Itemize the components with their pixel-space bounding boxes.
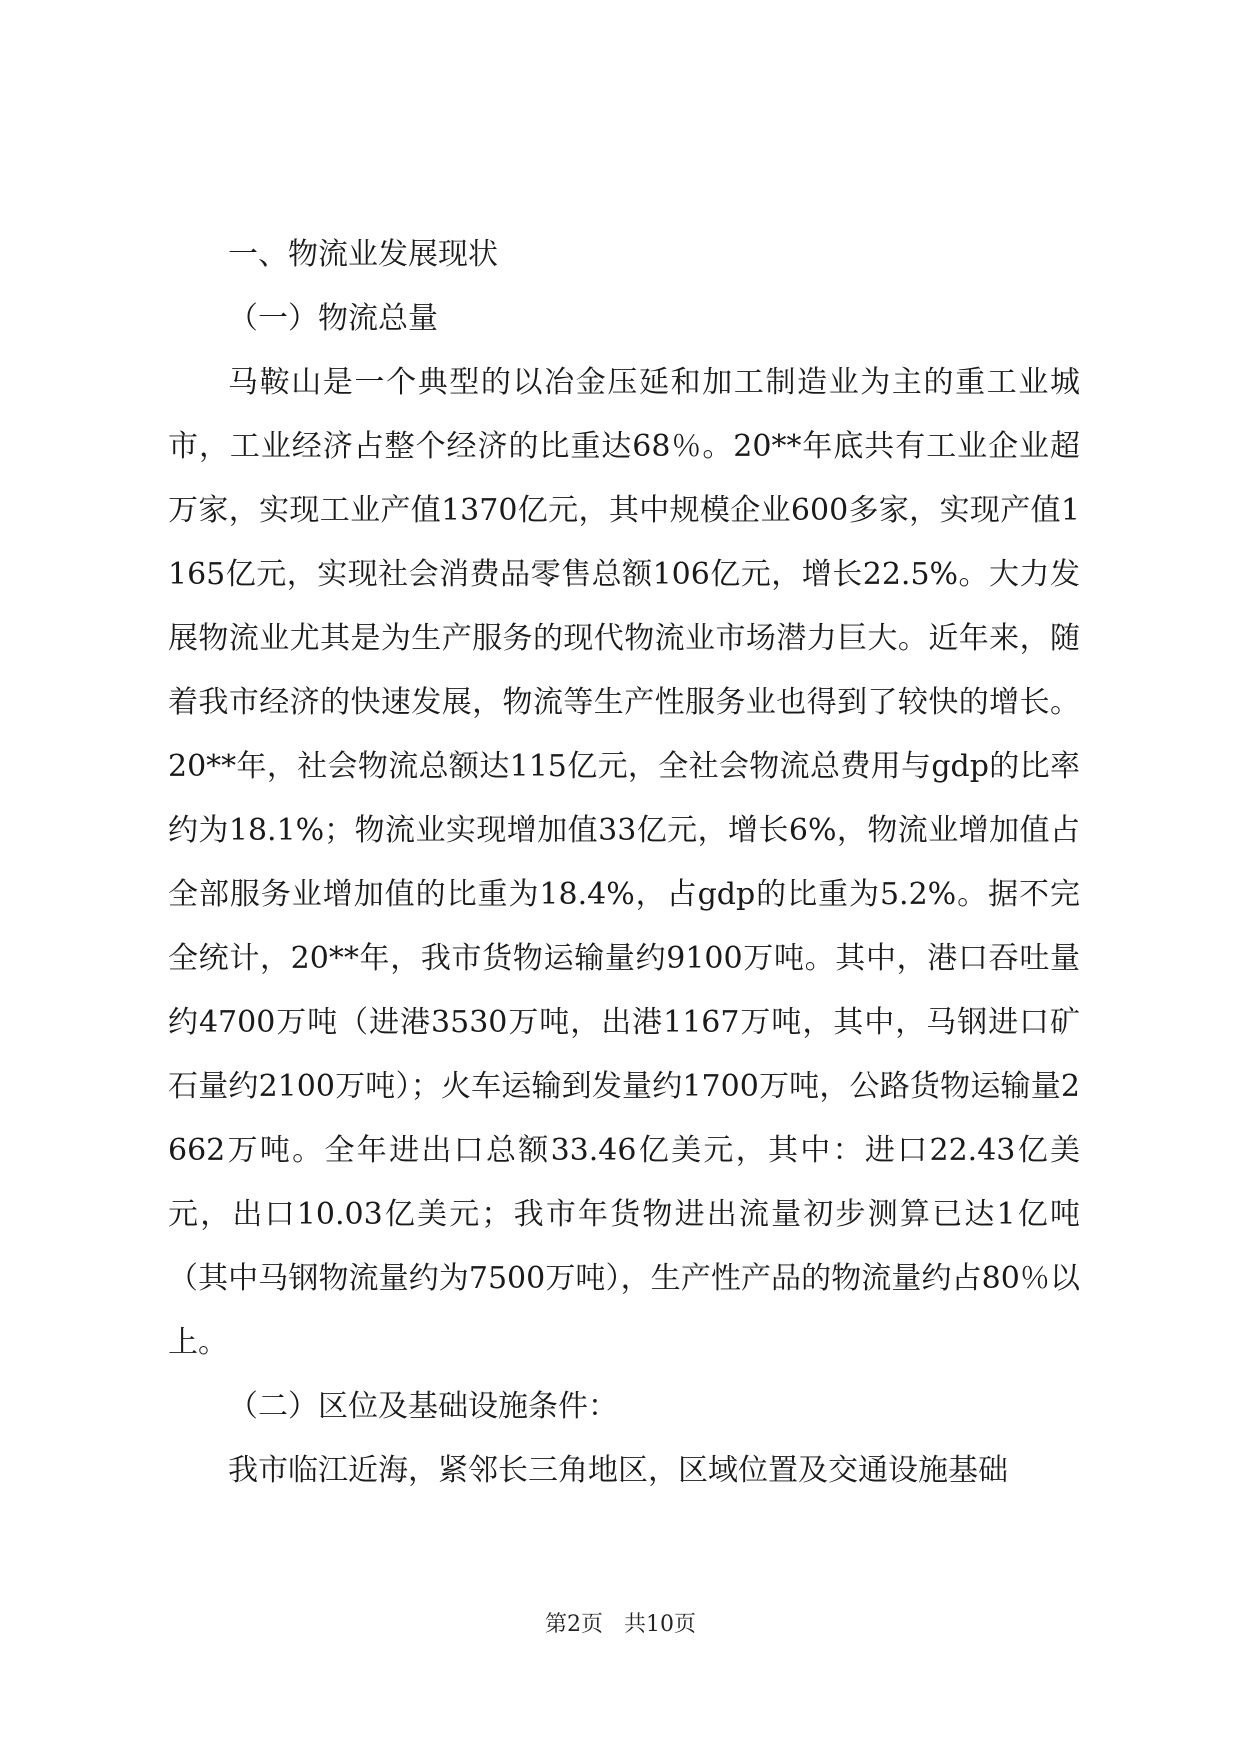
page-number: 第2页: [545, 1612, 603, 1637]
section-title: 一、物流业发展现状: [228, 237, 498, 272]
page-footer: [0, 1610, 1241, 1640]
paragraph-location: 我市临江近海，紧邻长三角地区，区域位置及交通设施基础: [228, 1453, 1008, 1488]
paragraph-logistics-volume: 马鞍山是一个典型的以冶金压延和加工制造业为主的重工业城市，工业经济占整个经济的比重达68％。20**年底共有工业企业超万家，实现工业产值1370亿元，其中规模企业600多家，实现产值1165亿元，实现社会消费品零售总额106亿元，增长22.5%。大力发展物流业尤其是为生产服务的现代物流业市场潜力巨大。近年来，随着我市经济的快速发展，物流等生产性服务业也得到了较快的增长。20**年，社会物流总额达115亿元，全社会物流总费用与gdp的比率约为18.1%；物流业实现增加值33亿元，增长6%，物流业增加值占全部服务业增加值的比重为18.4%，占gdp的比重为5.2%。据不完全统计，20**年，我市货物运输量约9100万吨。其中，港口吞吐量约4700万吨（进港3530万吨，出港1167万吨，其中，马钢进口矿石量约2100万吨）；火车运输到发量约1700万吨，公路货物运输量2662万吨。全年进出口总额33.46亿美元，其中：进口22.43亿美元，出口10.03亿美元；我市年货物进出流量初步测算已达1亿吨（其中马钢物流量约为7500万吨），生产性产品的物流量约占80％以上。: [168, 365, 1080, 1360]
subsection-title-2: （二）区位及基础设施条件：: [228, 1389, 618, 1424]
document-body: [168, 223, 1080, 1503]
page-total: 共10页: [624, 1612, 696, 1637]
subsection-title-1: （一）物流总量: [228, 301, 438, 336]
